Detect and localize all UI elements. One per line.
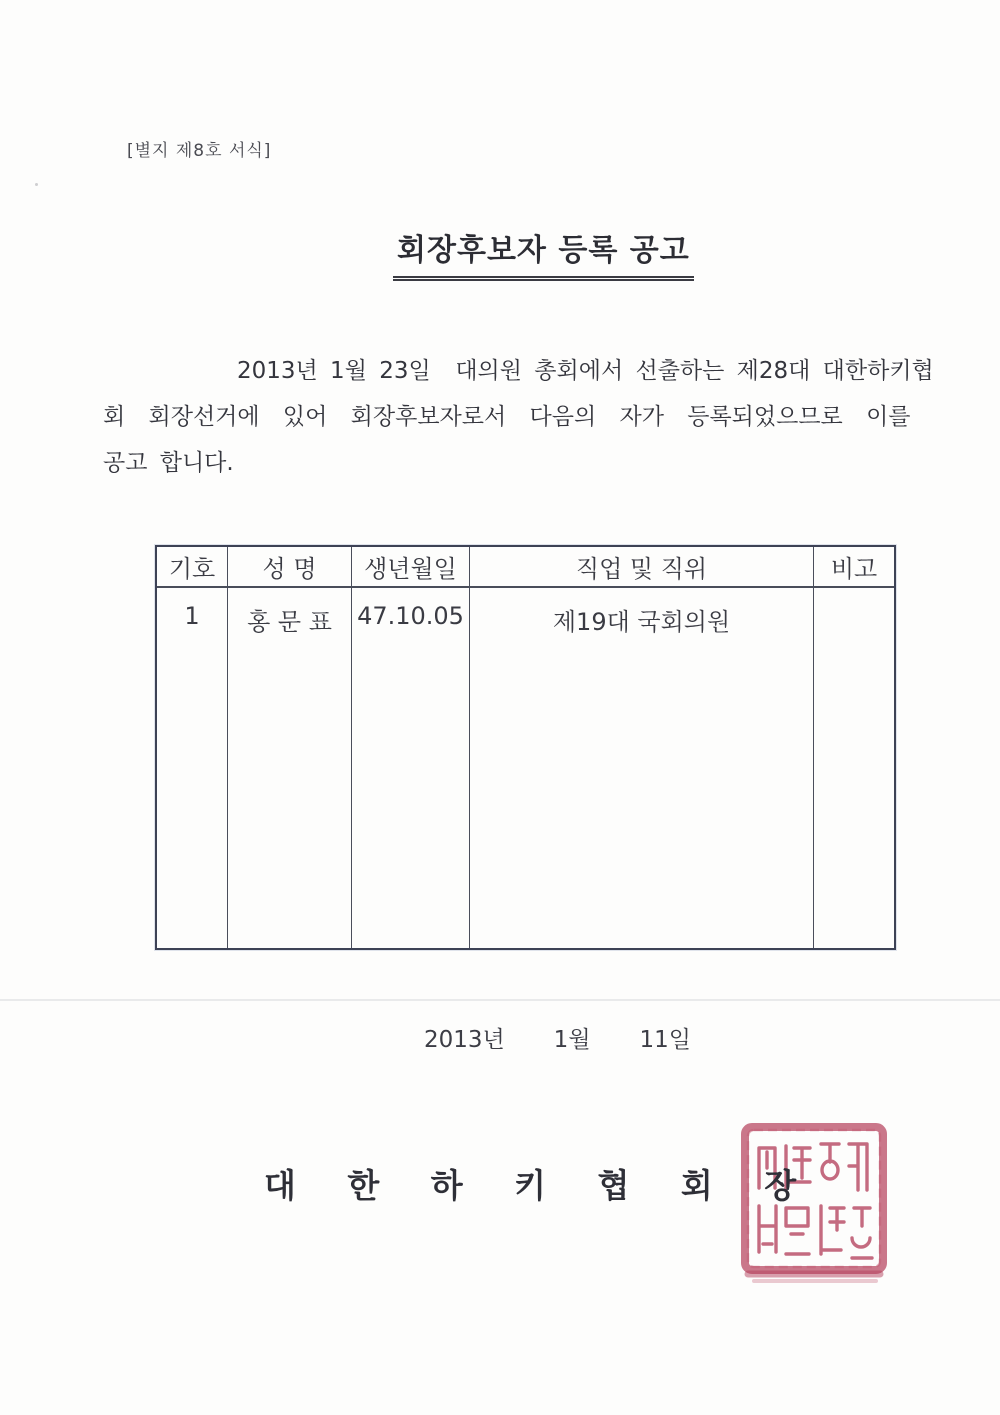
title-wrap <box>393 225 694 281</box>
date-line: 2013년 1월 11일 <box>424 1027 691 1053</box>
form-number-label: [별지 제8호 서식] <box>127 141 272 161</box>
scan-fold-line <box>0 999 1000 1001</box>
body-paragraph-line-2: 회 회장선거에 있어 회장후보자로서 다음의 자가 등록되었으므로 이를 <box>103 404 911 430</box>
table-header-no: 기호 <box>157 547 228 586</box>
table-cell-birth: 47.10.05 <box>352 588 470 948</box>
table-header-name: 성 명 <box>228 547 352 586</box>
scan-speck <box>35 183 38 186</box>
signer-organization-title: 대 한 하 키 협 회 장 <box>264 1166 817 1205</box>
candidate-table <box>155 545 896 950</box>
body-paragraph-line-1: 2013년 1월 23일 대의원 총회에서 선출하는 제28대 대한하키협 <box>237 358 934 384</box>
table-header-job: 직업 및 직위 <box>470 547 814 586</box>
table-cell-name: 홍 문 표 <box>228 588 352 948</box>
table-row <box>157 588 894 948</box>
table-header-note: 비고 <box>830 555 878 583</box>
table-cell-note <box>814 588 894 948</box>
table-header-row <box>157 547 894 588</box>
table-cell-job: 제19대 국회의원 <box>470 588 814 948</box>
table-header-birth: 생년월일 <box>352 547 470 586</box>
document-title: 회장후보자 등록 공고 <box>393 225 694 281</box>
table-cell-no: 1 <box>157 588 228 948</box>
body-paragraph-line-3: 공고 합니다. <box>103 450 234 476</box>
